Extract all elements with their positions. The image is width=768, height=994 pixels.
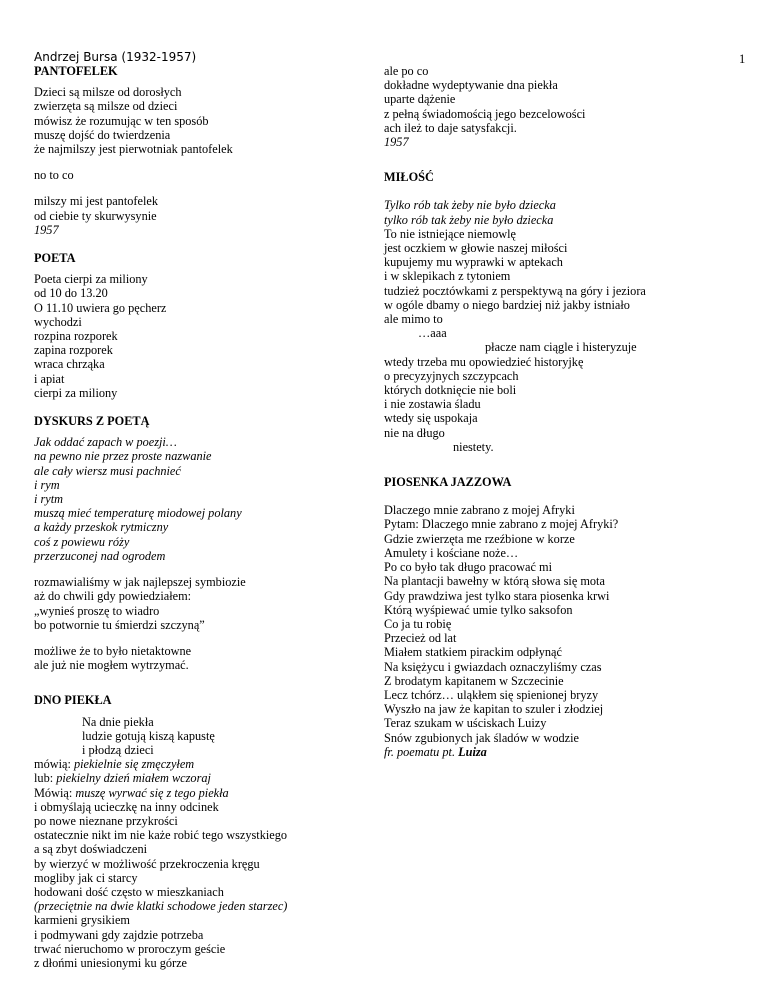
verse-line: Poeta cierpi za miliony — [34, 272, 148, 287]
verse-line: płacze nam ciągle i histeryzuje — [485, 340, 637, 355]
verse-line: muszę dojść do twierdzenia — [34, 127, 171, 142]
poem-title-dyskurs: DYSKURS Z POETĄ — [34, 414, 150, 429]
verse-line: nie na długo — [384, 425, 445, 440]
verse-line: Po co było tak długo pracować mi — [384, 560, 553, 575]
source-prefix: fr. poematu pt. — [384, 744, 459, 759]
poem-title-pantofelek: PANTOFELEK — [34, 64, 118, 78]
verse-line: na pewno nie przez proste nazwanie — [34, 449, 212, 464]
verse-line: z pełną świadomością jego bezcelowości — [384, 106, 586, 121]
verse-line: Jak oddać zapach w poezji… — [34, 435, 177, 450]
verse-line: muszą mieć temperaturę miodowej polany — [34, 506, 242, 521]
verse-line: i w sklepikach z tytoniem — [384, 269, 511, 284]
verse-line: z dłońmi uniesionymi ku górze — [34, 955, 188, 970]
verse-line: mówisz że rozumując w ten sposób — [34, 113, 209, 128]
author-name: Andrzej Bursa — [34, 50, 118, 64]
verse-line: a każdy przeskok rytmiczny — [34, 520, 169, 535]
verse-line: Na dnie piekła — [82, 714, 154, 729]
verse-line: Na księżycu i gwiazdach oznaczyliśmy czas — [384, 659, 602, 674]
verse-line: Dzieci są milsze od dorosłych — [34, 85, 182, 100]
verse-line: by wierzyć w możliwość przekroczenia kręgu — [34, 856, 260, 871]
verse-line: możliwe że to było nietaktowne — [34, 643, 192, 658]
verse-line: ostatecznie nikt im nie każe robić tego wszystkiego — [34, 828, 288, 843]
verse-line: mogliby jak ci starcy — [34, 870, 138, 885]
verse-line: Którą wyśpiewać umie tylko saksofon — [384, 602, 573, 617]
verse-quote: piekielnie się zmęczyłem — [73, 757, 195, 772]
verse-line: tylko rób tak żeby nie było dziecka — [384, 212, 554, 227]
verse-line: których dotknięcie nie boli — [384, 383, 517, 398]
verse-line: uparte dążenie — [384, 92, 456, 107]
verse-line: wraca chrząka — [34, 357, 105, 372]
verse-line: przerzuconej nad ogrodem — [34, 548, 166, 563]
verse-line: rozmawialiśmy w jak najlepszej symbiozie — [34, 575, 246, 590]
page-number: 1 — [739, 52, 746, 66]
verse-line: Co ja tu robię — [384, 616, 452, 631]
verse-line: ale już nie mogłem wytrzymać. — [34, 658, 189, 673]
verse-line — [34, 757, 364, 771]
verse-line: Lecz tchórz… uląkłem się spienionej bryzy — [384, 687, 599, 702]
verse-prefix: Mówią: — [34, 785, 76, 800]
verse-line: wtedy trzeba mu opowiedzieć historyjkę — [384, 354, 584, 369]
verse-line — [34, 771, 364, 785]
source-title: Luiza — [458, 744, 487, 759]
verse-line: cierpi za miliony — [34, 385, 118, 400]
verse-line: i apiat — [34, 371, 65, 386]
verse-line: od 10 do 13.20 — [34, 286, 108, 301]
verse-quote: muszę wyrwać się z tego piekła — [75, 785, 229, 800]
verse-line: Teraz szukam w uściskach Luizy — [384, 716, 547, 731]
verse-line: hodowani dość często w mieszkaniach — [34, 884, 224, 899]
poem-date: 1957 — [34, 222, 59, 237]
verse-line: aż do chwili gdy powiedziałem: — [34, 589, 192, 604]
verse-line: dokładne wydeptywanie dna piekła — [384, 78, 558, 93]
poem-date: 1957 — [384, 135, 409, 150]
verse-line: od ciebie ty skurwysynie — [34, 208, 157, 223]
verse-line: ale mimo to — [384, 312, 443, 327]
verse-line: no to co — [34, 168, 74, 183]
verse-line: wychodzi — [34, 314, 82, 329]
verse-prefix: mówią: — [34, 757, 74, 772]
verse-line: i rym — [34, 477, 60, 492]
verse-quote: piekielny dzień miałem wczoraj — [56, 771, 211, 786]
verse-line: ale cały wiersz musi pachnieć — [34, 463, 181, 478]
verse-line: rozpina rozporek — [34, 329, 118, 344]
verse-line: bo potwornie tu śmierdzi szczyną” — [34, 617, 205, 632]
verse-line: Pytam: Dlaczego mnie zabrano z mojej Afryki? — [384, 517, 619, 532]
verse-line: ale po co — [384, 64, 429, 78]
verse-line: coś z powiewu róży — [34, 534, 130, 549]
verse-line: milszy mi jest pantofelek — [34, 194, 158, 209]
verse-line: niestety. — [453, 439, 494, 454]
verse-line: Wyszło na jaw że kapitan to szuler i złodziej — [384, 702, 604, 717]
verse-line: w ogóle dbamy o niego bardziej niż jakby istniało — [384, 297, 630, 312]
left-column — [34, 50, 364, 970]
verse-line: Na plantacji bawełny w którą słowa się mota — [384, 574, 605, 589]
verse-line: O 11.10 uwiera go pęcherz — [34, 300, 167, 315]
verse-prefix: lub: — [34, 771, 57, 786]
verse-line: tudzież pocztówkami z perspektywą na góry i jeziora — [384, 283, 646, 298]
verse-line: i nie zostawia śladu — [384, 397, 481, 412]
verse-line: ludzie gotują kiszą kapustę — [82, 728, 215, 743]
verse-line: po nowe nieznane przykrości — [34, 813, 178, 828]
verse-line: i podmywani gdy zajdzie potrzeba — [34, 927, 204, 942]
poem-source-line — [384, 745, 744, 759]
poem-title-poeta: POETA — [34, 251, 76, 266]
poem-title-dno-piekla: DNO PIEKŁA — [34, 693, 112, 708]
verse-line: Gdy prawdziwa jest tylko stara piosenka krwi — [384, 588, 610, 603]
verse-line: Miałem statkiem pirackim odpłynąć — [384, 645, 562, 660]
verse-line: i płodzą dzieci — [82, 742, 154, 757]
verse-line: karmieni grysikiem — [34, 913, 130, 928]
verse-line: że najmilszy jest pierwotniak pantofelek — [34, 142, 233, 157]
verse-line — [34, 786, 364, 800]
verse-line: (przeciętnie na dwie klatki schodowe jeden starzec) — [34, 899, 288, 914]
author-dates: (1932-1957) — [121, 50, 197, 64]
verse-line: kupujemy mu wyprawki w aptekach — [384, 255, 563, 270]
verse-line: jest oczkiem w głowie naszej miłości — [384, 241, 568, 256]
verse-line: a są zbyt doświadczeni — [34, 842, 148, 857]
verse-line: wtedy się uspokaja — [384, 411, 478, 426]
verse-line: Snów zgubionych jak śladów w wodzie — [384, 730, 580, 745]
right-column — [384, 64, 744, 759]
verse-line: zwierzęta są milsze od dzieci — [34, 99, 178, 114]
verse-line: Gdzie zwierzęta me rzeźbione w korze — [384, 531, 575, 546]
poem-pantofelek-stanza — [34, 85, 364, 156]
verse-line: trwać nieruchomo w proroczym geście — [34, 941, 226, 956]
poem-title-milosc: MIŁOŚĆ — [384, 170, 434, 185]
verse-line: Tylko rób tak żeby nie było dziecka — [384, 198, 556, 213]
verse-line: To nie istniejące niemowlę — [384, 226, 516, 241]
verse-line: i obmyślają ucieczkę na inny odcinek — [34, 799, 219, 814]
verse-line: …aaa — [418, 326, 447, 341]
verse-line: „wynieś proszę to wiadro — [34, 603, 160, 618]
verse-line: Dlaczego mnie zabrano z mojej Afryki — [384, 503, 575, 518]
verse-line: i rytm — [34, 492, 64, 507]
poem-title-piosenka: PIOSENKA JAZZOWA — [384, 475, 512, 490]
verse-line: Przecież od lat — [384, 631, 457, 646]
verse-line: Amulety i kościane noże… — [384, 545, 519, 560]
verse-line: zapina rozporek — [34, 343, 113, 358]
verse-line: Z brodatym kapitanem w Szczecinie — [384, 673, 564, 688]
verse-line: o precyzyjnych szczypcach — [384, 368, 519, 383]
author-line — [34, 50, 364, 64]
verse-line: ach ileż to daje satysfakcji. — [384, 120, 517, 135]
